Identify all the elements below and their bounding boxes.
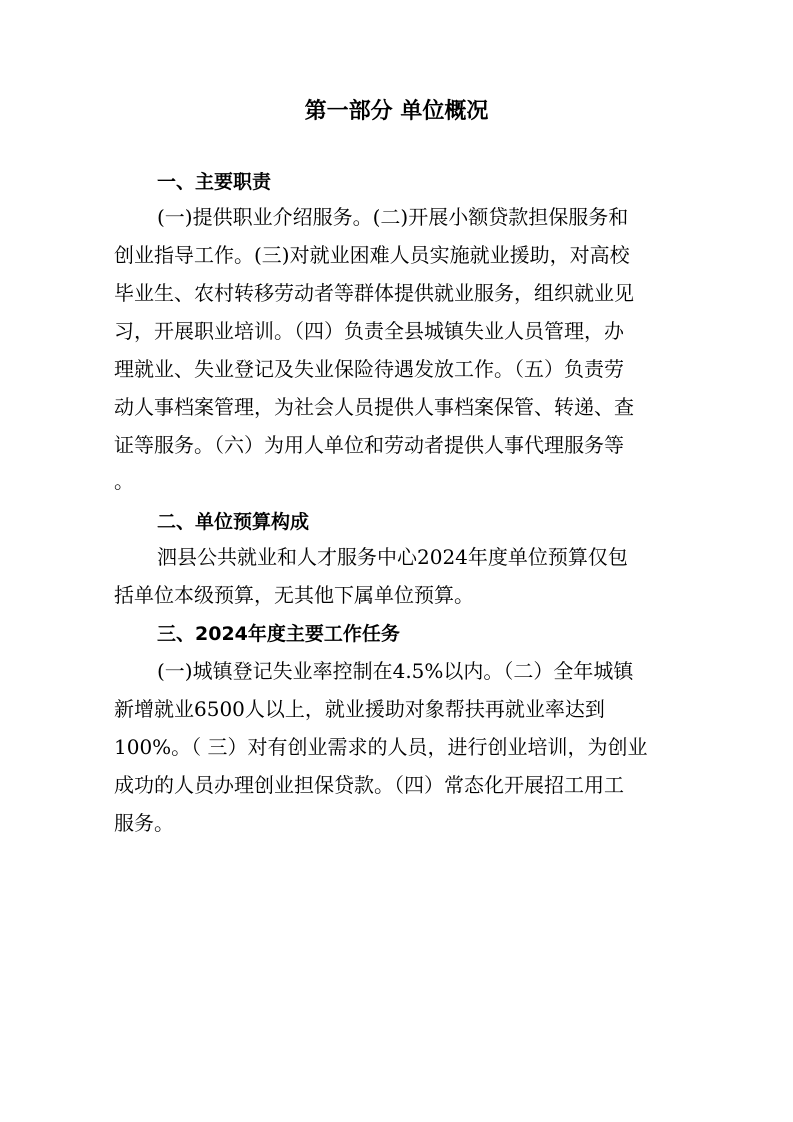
paragraph-line: 毕业生、农村转移劳动者等群体提供就业服务，组织就业见 bbox=[114, 281, 634, 305]
section-heading-tasks: 三、2024年度主要工作任务 bbox=[157, 623, 400, 645]
paragraph-line: 证等服务。（六）为用人单位和劳动者提供人事代理服务等 bbox=[114, 433, 624, 457]
paragraph-line: 服务。 bbox=[114, 811, 174, 835]
paragraph-line: 泗县公共就业和人才服务中心2024年度单位预算仅包 bbox=[157, 545, 628, 569]
paragraph-line: 习，开展职业培训。（四）负责全县城镇失业人员管理，办 bbox=[114, 319, 624, 343]
paragraph-line: 创业指导工作。(三)对就业困难人员实施就业援助，对高校 bbox=[114, 243, 630, 267]
section-heading-budget: 二、单位预算构成 bbox=[157, 511, 310, 533]
page-title: 第一部分 单位概况 bbox=[304, 99, 489, 124]
paragraph-line: 成功的人员办理创业担保贷款。（四）常态化开展招工用工 bbox=[114, 773, 624, 797]
paragraph-line: (一)城镇登记失业率控制在4.5%以内。（二）全年城镇 bbox=[157, 659, 634, 683]
paragraph-line: (一)提供职业介绍服务。(二)开展小额贷款担保服务和 bbox=[157, 205, 629, 229]
paragraph-line: 100%。（ 三）对有创业需求的人员，进行创业培训，为创业 bbox=[114, 735, 648, 759]
paragraph-line: 。 bbox=[114, 469, 134, 493]
paragraph-line: 动人事档案管理，为社会人员提供人事档案保管、转递、查 bbox=[114, 395, 634, 419]
paragraph-line: 新增就业6500人以上，就业援助对象帮扶再就业率达到 bbox=[114, 697, 605, 721]
paragraph-line: 括单位本级预算，无其他下属单位预算。 bbox=[114, 583, 474, 607]
paragraph-line: 理就业、失业登记及失业保险待遇发放工作。（五）负责劳 bbox=[114, 357, 624, 381]
section-heading-duties: 一、主要职责 bbox=[157, 171, 272, 193]
